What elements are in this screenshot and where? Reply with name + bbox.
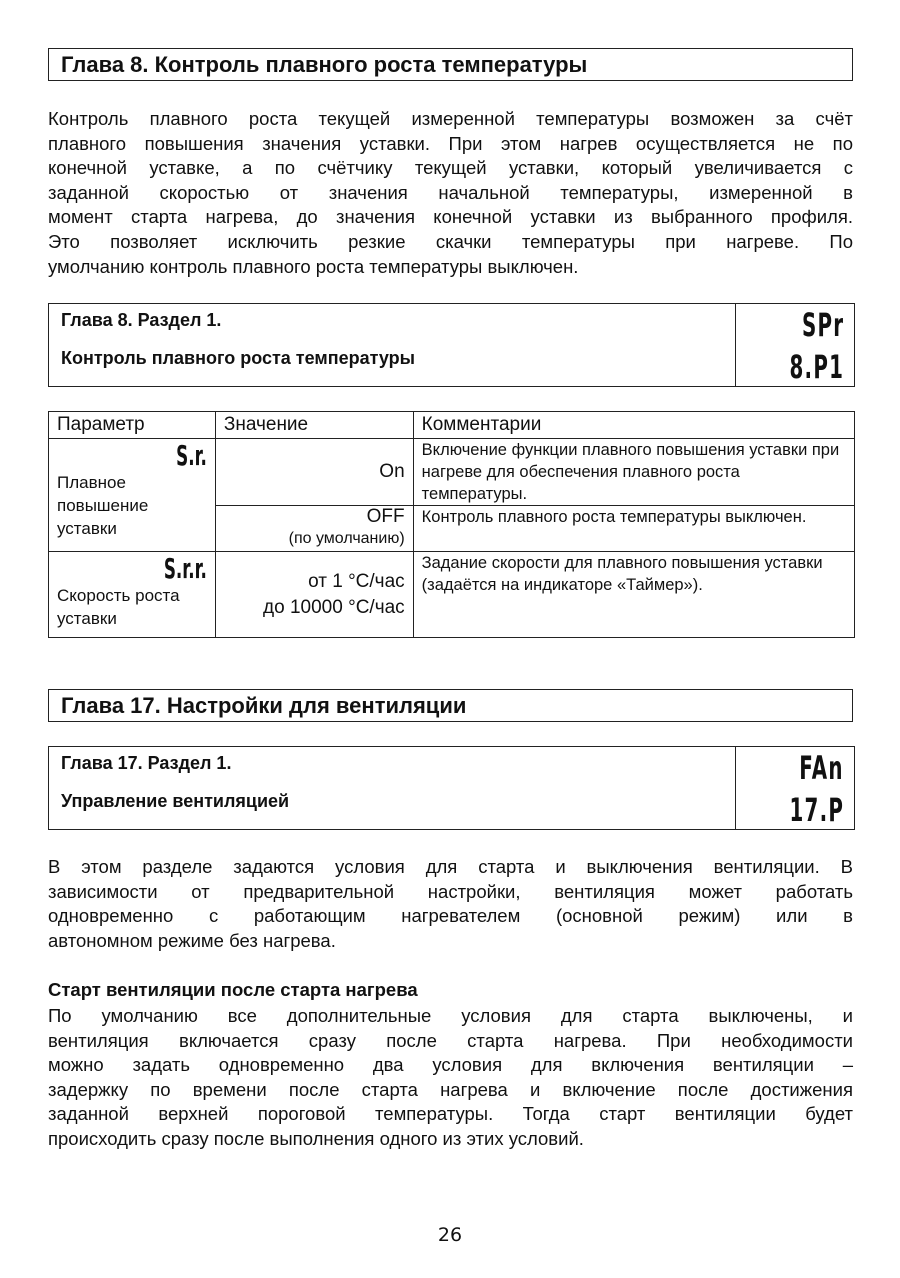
text-line: заданной скоростью от значения начальной температуры, измеренной в <box>48 181 853 203</box>
chapter-17-section-box <box>48 746 855 830</box>
param-name-line: Плавное <box>57 473 126 492</box>
param-name-line: Скорость роста <box>57 586 180 605</box>
text-line: Контроль плавного роста текущей измеренной температуры возможен за счёт <box>48 108 853 129</box>
section-label: Глава 8. Раздел 1. <box>61 310 222 330</box>
comment-rate: Задание скорости для плавного повышения уставки (задаётся на индикаторе «Таймер»). <box>413 552 854 638</box>
text-line: момент старта нагрева, до значения конечной уставки из выбранного профиля. <box>48 206 853 228</box>
value-off: OFF <box>366 506 405 527</box>
section-label: Глава 17. Раздел 1. <box>61 753 232 773</box>
text-line: одновременно с работающим нагревателем (основной режим) или в <box>48 905 853 927</box>
table-row <box>49 439 855 506</box>
value-from: от 1 °С/час <box>308 570 405 592</box>
text-line: происходить сразу после выполнения одного из этих условий. <box>48 1127 584 1149</box>
text-line: умолчанию контроль плавного роста температуры выключен. <box>48 255 579 277</box>
value-on: On <box>215 439 413 506</box>
text-line: плавного повышения значения уставки. При этом нагрев осуществляется не по <box>48 132 853 154</box>
subheading: Старт вентиляции после старта нагрева <box>48 979 418 1000</box>
indicator-code-bottom: 8.P1 <box>789 348 844 386</box>
text-line: вентиляция включается сразу после старта нагрева. При необходимости <box>48 1029 853 1051</box>
header-comments: Комментарии <box>413 412 854 439</box>
indicator-code-top: SPr <box>801 306 844 344</box>
text-line: можно задать одновременно два условия для включения вентиляции – <box>48 1054 853 1076</box>
text-line: зависимости от предварительной настройки, вентиляция может работать <box>48 880 853 902</box>
text-line: Это позволяет исключить резкие скачки температуры при нагреве. По <box>48 230 853 252</box>
chapter-17-heading: Глава 17. Настройки для вентиляции <box>48 689 853 722</box>
chapter-17-intro <box>48 855 853 953</box>
param-name-line: уставки <box>57 609 117 628</box>
value-off-cell <box>215 506 413 552</box>
parameters-table <box>48 411 855 638</box>
section-title-cell <box>49 747 736 829</box>
section-name: Управление вентиляцией <box>61 791 290 811</box>
text-line: конечной уставке, а по счётчику текущей уставки, который увеличивается с <box>48 157 853 179</box>
page-number: 26 <box>437 1224 463 1246</box>
param-name-line: уставки <box>57 519 117 538</box>
text-line: В этом разделе задаются условия для старта и выключения вентиляции. В <box>48 856 853 877</box>
header-value: Значение <box>215 412 413 439</box>
section-title-cell <box>49 304 736 386</box>
chapter-8-intro <box>48 107 853 279</box>
header-parameter: Параметр <box>49 412 216 439</box>
value-off-note: (по умолчанию) <box>288 530 405 547</box>
text-line: заданной верхней пороговой температуры. Тогда старт вентиляции будет <box>48 1103 853 1125</box>
param-sr-cell <box>49 439 216 552</box>
param-code: S.r.r. <box>163 552 207 585</box>
indicator-code-top: FAn <box>799 749 844 787</box>
chapter-8-section-box <box>48 303 855 387</box>
chapter-8-heading: Глава 8. Контроль плавного роста температуры <box>48 48 853 81</box>
table-row <box>49 552 855 638</box>
chapter-17-body <box>48 1004 853 1152</box>
section-name: Контроль плавного роста температуры <box>61 348 416 368</box>
param-code: S.r. <box>176 439 207 472</box>
text-line: задержку по времени после старта нагрева и включение после достижения <box>48 1078 853 1100</box>
comment-on: Включение функции плавного повышения уставки при нагреве для обеспечения плавного роста температуры. <box>413 439 854 506</box>
table-header-row <box>49 412 855 439</box>
param-name-line: повышение <box>57 496 149 515</box>
value-to: до 10000 °С/час <box>263 596 405 618</box>
param-srr-cell <box>49 552 216 638</box>
indicator-code-bottom: 17.P <box>789 791 844 829</box>
text-line: По умолчанию все дополнительные условия для старта выключены, и <box>48 1005 853 1026</box>
comment-off: Контроль плавного роста температуры выключен. <box>413 506 854 552</box>
text-line: автономном режиме без нагрева. <box>48 929 336 951</box>
value-range-cell <box>215 552 413 638</box>
